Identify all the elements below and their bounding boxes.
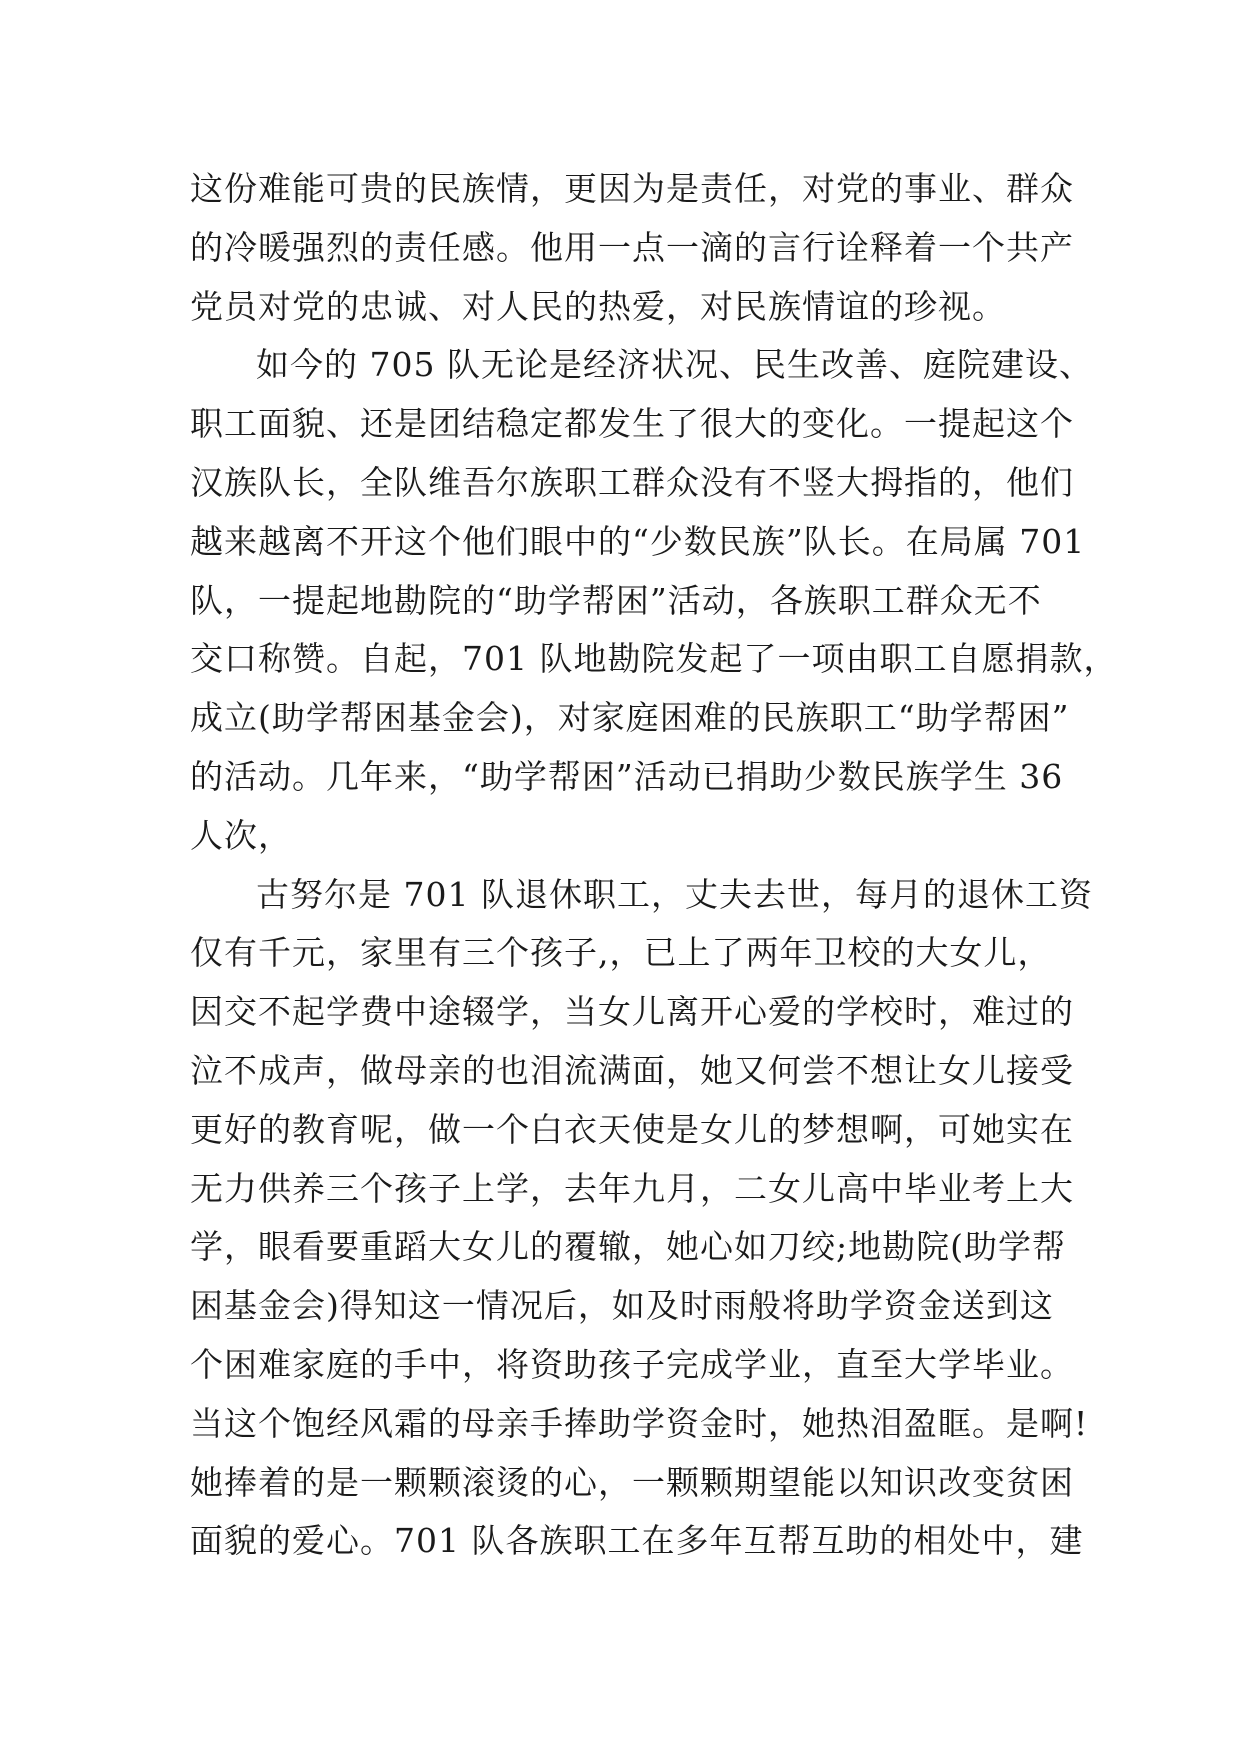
text-line: 她捧着的是一颗颗滚烫的心，一颗颗期望能以知识改变贫困: [190, 1462, 1074, 1502]
text-line: 困基金会)得知这一情况后，如及时雨般将助学资金送到这: [190, 1286, 1054, 1326]
text-line: 学，眼看要重蹈大女儿的覆辙，她心如刀绞;地勘院(助学帮: [190, 1227, 1066, 1267]
text-line: 当这个饱经风霜的母亲手捧助学资金时，她热泪盈眶。是啊!: [190, 1403, 1089, 1443]
text-line: 泣不成声，做母亲的也泪流满面，她又何尝不想让女儿接受: [190, 1050, 1074, 1090]
text-line: 越来越离不开这个他们眼中的“少数民族”队长。在局属 701: [190, 521, 1086, 561]
text-line: 队，一提起地勘院的“助学帮困”活动，各族职工群众无不: [190, 580, 1042, 620]
text-line: 因交不起学费中途辍学，当女儿离开心爱的学校时，难过的: [190, 992, 1074, 1032]
text-line: 这份难能可贵的民族情，更因为是责任，对党的事业、群众: [190, 169, 1074, 208]
text-line: 党员对党的忠诚、对人民的热爱，对民族情谊的珍视。: [190, 286, 1006, 326]
text-line: 个困难家庭的手中，将资助孩子完成学业，直至大学毕业。: [190, 1344, 1074, 1384]
body-text: [190, 160, 1118, 1571]
text-line: 的冷暖强烈的责任感。他用一点一滴的言行诠释着一个共产: [190, 227, 1074, 267]
text-line: 面貌的爱心。701 队各族职工在多年互帮互助的相处中，建: [190, 1521, 1084, 1561]
text-line: 人次，: [190, 815, 292, 855]
text-line: 交口称赞。自起，701 队地勘院发起了一项由职工自愿捐款，: [190, 639, 1118, 679]
text-line: 更好的教育呢，做一个白衣天使是女儿的梦想啊，可她实在: [190, 1109, 1074, 1149]
text-line: 仅有千元，家里有三个孩子,，已上了两年卫校的大女儿，: [190, 933, 1052, 973]
paragraph-first-line: 如今的 705 队无论是经济状况、民生改善、庭院建设、: [256, 345, 1093, 385]
text-line: 的活动。几年来，“助学帮困”活动已捐助少数民族学生 36: [190, 756, 1064, 796]
text-line: 成立(助学帮困基金会)，对家庭困难的民族职工“助学帮困”: [190, 698, 1070, 738]
text-line: 无力供养三个孩子上学，去年九月，二女儿高中毕业考上大: [190, 1168, 1074, 1208]
text-line: 汉族队长，全队维吾尔族职工群众没有不竖大拇指的，他们: [190, 462, 1074, 502]
paragraph-first-line: 古努尔是 701 队退休职工，丈夫去世，每月的退休工资: [256, 874, 1093, 914]
text-line: 职工面貌、还是团结稳定都发生了很大的变化。一提起这个: [190, 404, 1074, 444]
